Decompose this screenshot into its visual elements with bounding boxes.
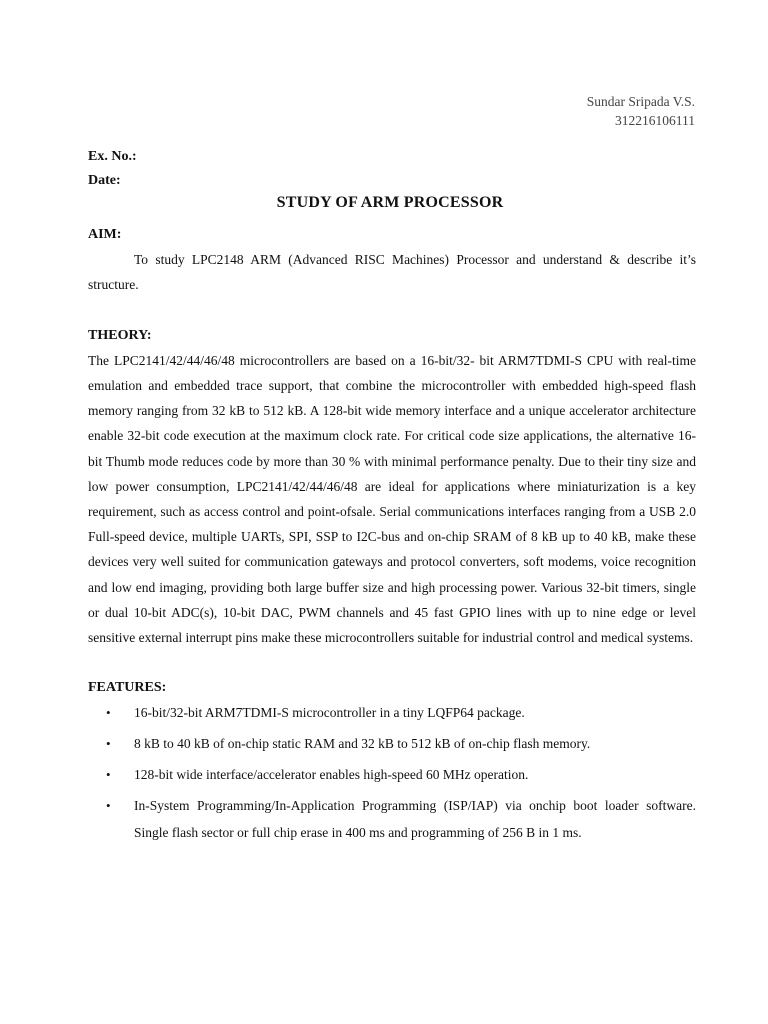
- features-heading: FEATURES:: [88, 680, 167, 696]
- bullet-icon: •: [106, 705, 111, 721]
- date-label: Date:: [88, 173, 121, 188]
- theory-heading: THEORY:: [88, 327, 152, 343]
- roll-number: 312216106111: [615, 113, 695, 128]
- document-body: [88, 222, 696, 851]
- bullet-icon: •: [106, 798, 111, 814]
- feature-text: 8 kB to 40 kB of on-chip static RAM and 32 kB to 512 kB of on-chip flash memory.: [134, 736, 591, 752]
- ex-no-label: Ex. No.:: [88, 149, 137, 164]
- author-name: Sundar Sripada V.S.: [586, 94, 695, 109]
- section-spacer: [88, 298, 696, 323]
- feature-text: In-System Programming/In-Application Programming (ISP/IAP) via onchip boot loader software. Single flash sector or full chip erase in 400 ms and programming of 256 B in 1 ms.: [134, 798, 696, 840]
- aim-heading: AIM:: [88, 227, 122, 242]
- features-list: [88, 700, 696, 846]
- feature-item: [88, 700, 696, 727]
- bullet-icon: •: [106, 767, 111, 783]
- bullet-icon: •: [106, 736, 111, 752]
- aim-text: To study LPC2148 ARM (Advanced RISC Machines) Processor and understand & describe it’s structure.: [88, 252, 696, 293]
- feature-item: [88, 731, 696, 758]
- feature-item: [88, 793, 696, 846]
- feature-text: 16-bit/32-bit ARM7TDMI-S microcontroller in a tiny LQFP64 package.: [134, 705, 525, 721]
- document-title: STUDY OF ARM PROCESSOR: [276, 194, 504, 211]
- section-spacer: [88, 650, 696, 675]
- exercise-meta: [88, 145, 137, 193]
- author-block: [587, 92, 695, 130]
- feature-item: [88, 762, 696, 789]
- theory-text: The LPC2141/42/44/46/48 microcontrollers are based on a 16-bit/32- bit ARM7TDMI-S CPU with real-time emulation and embedded trace support, that combine the microcontroller with embedded high-speed flash memory ranging from 32 kB to 512 kB. A 128-bit wide memory interface and a unique accelerator architecture enable 32-bit code execution at the maximum clock rate. For critical code size applications, the alternative 16-bit Thumb mode reduces code by more than 30 % with minimal performance penalty. Due to their tiny size and low power consumption, LPC2141/42/44/46/48 are ideal for applications where miniaturization is a key requirement, such as access control and point-ofsale. Serial communications interfaces ranging from a USB 2.0 Full-speed device, multiple UARTs, SPI, SSP to I2C-bus and on-chip SRAM of 8 kB up to 40 kB, make these devices very well suited for communication gateways and protocol converters, soft modems, voice recognition and low end imaging, providing both large buffer size and high processing power. Various 32-bit timers, single or dual 10-bit ADC(s), 10-bit DAC, PWM channels and 45 fast GPIO lines with up to nine edge or level sensitive external interrupt pins make these microcontrollers suitable for industrial control and medical systems.: [88, 352, 696, 646]
- feature-text: 128-bit wide interface/accelerator enables high-speed 60 MHz operation.: [134, 767, 529, 783]
